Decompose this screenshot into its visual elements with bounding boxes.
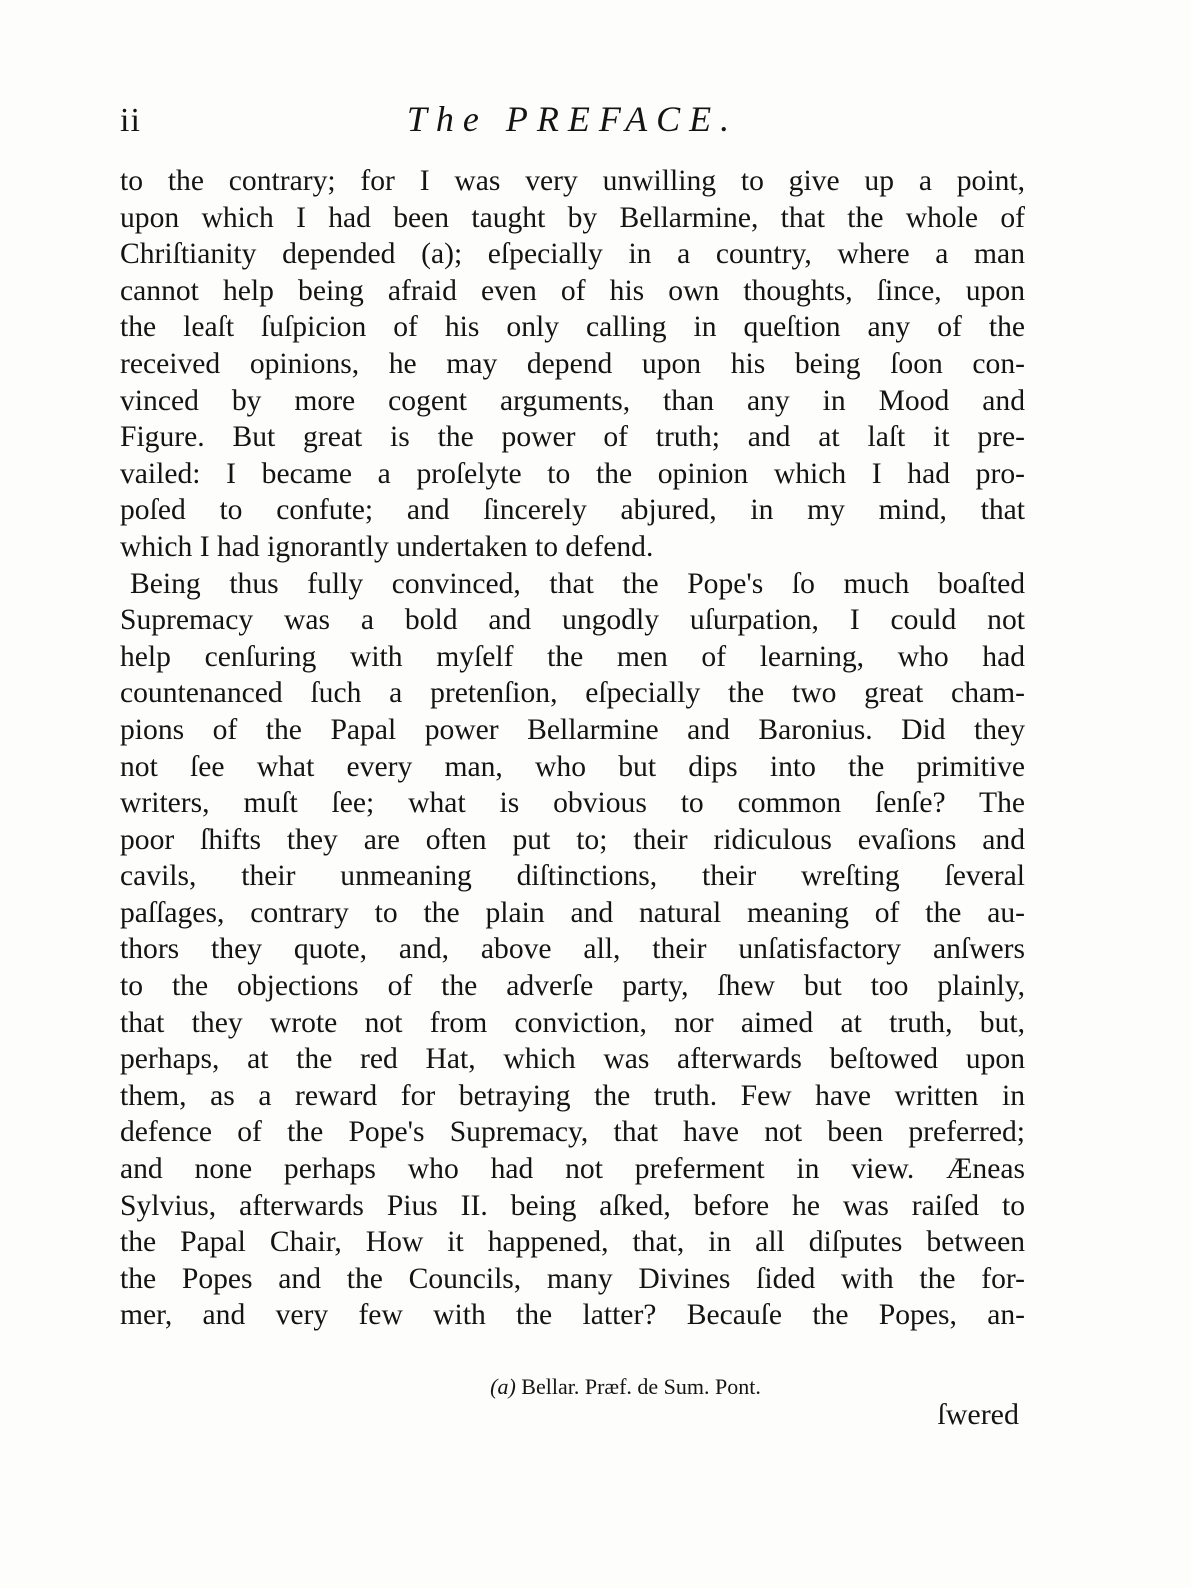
text-line: upon which I had been taught by Bellarmine, that the whole of — [120, 201, 1025, 234]
text-line: the Popes and the Councils, many Divines ſided with the for- — [120, 1262, 1025, 1295]
footnote — [0, 1374, 1191, 1400]
text-line: to the objections of the adverſe party, ſhew but too plainly, — [120, 970, 1025, 1003]
paragraph — [120, 163, 1025, 566]
text-line: Supremacy was a bold and ungodly uſurpation, I could not — [120, 604, 1025, 637]
text-line: and none perhaps who had not preferment in view. Æneas — [120, 1153, 1025, 1186]
text-line: not ſee what every man, who but dips into the primitive — [120, 750, 1025, 783]
text-line: which I had ignorantly undertaken to defend. — [120, 530, 654, 563]
page-number: ii — [120, 102, 141, 139]
text-line: writers, muſt ſee; what is obvious to common ſenſe? The — [120, 787, 1025, 820]
text-line: perhaps, at the red Hat, which was afterwards beſtowed upon — [120, 1043, 1025, 1076]
page-header — [120, 98, 1025, 146]
text-line: defence of the Pope's Supremacy, that have not been preferred; — [120, 1116, 1025, 1149]
text-line: vinced by more cogent arguments, than any in Mood and — [120, 384, 1025, 417]
text-line: the Papal Chair, How it happened, that, in all diſputes between — [120, 1226, 1025, 1259]
text-line: Chriſtianity depended (a); eſpecially in a country, where a man — [120, 238, 1025, 271]
text-line: mer, and very few with the latter? Becauſe the Popes, an- — [120, 1299, 1025, 1332]
text-line: them, as a reward for betraying the truth. Few have written in — [120, 1079, 1025, 1112]
paragraph — [120, 566, 1025, 1334]
text-line: vailed: I became a proſelyte to the opinion which I had pro- — [120, 457, 1025, 490]
running-title: The PREFACE. — [406, 99, 739, 139]
text-line: received opinions, he may depend upon his being ſoon con- — [120, 347, 1025, 380]
footnote-mark: (a) — [490, 1374, 516, 1399]
text-line: poor ſhifts they are often put to; their ridiculous evaſions and — [120, 823, 1025, 856]
text-line: Figure. But great is the power of truth; and at laſt it pre- — [120, 421, 1025, 454]
text-line: paſſages, contrary to the plain and natural meaning of the au- — [120, 896, 1025, 929]
text-line: that they wrote not from conviction, nor aimed at truth, but, — [120, 1006, 1025, 1039]
footnote-text: Bellar. Præf. de Sum. Pont. — [521, 1374, 761, 1399]
text-line: help cenſuring with myſelf the men of learning, who had — [120, 640, 1025, 673]
text-line: cannot help being afraid even of his own thoughts, ſince, upon — [120, 274, 1025, 307]
text-line: the leaſt ſuſpicion of his only calling in queſtion any of the — [120, 311, 1025, 344]
catchword: ſwered — [937, 1398, 1019, 1431]
text-line: cavils, their unmeaning diſtinctions, their wreſting ſeveral — [120, 860, 1025, 893]
text-line: countenanced ſuch a pretenſion, eſpecially the two great cham- — [120, 677, 1025, 710]
text-line: Sylvius, afterwards Pius II. being aſked, before he was raiſed to — [120, 1189, 1025, 1222]
text-line: thors they quote, and, above all, their unſatisfactory anſwers — [120, 933, 1025, 966]
text-line: pions of the Papal power Bellarmine and Baronius. Did they — [120, 713, 1025, 746]
text-line: to the contrary; for I was very unwilling to give up a point, — [120, 165, 1025, 197]
body-text — [120, 163, 1025, 1334]
text-line: poſed to confute; and ſincerely abjured, in my mind, that — [120, 494, 1025, 527]
text-line: Being thus fully convinced, that the Pope's ſo much boaſted — [130, 567, 1025, 600]
